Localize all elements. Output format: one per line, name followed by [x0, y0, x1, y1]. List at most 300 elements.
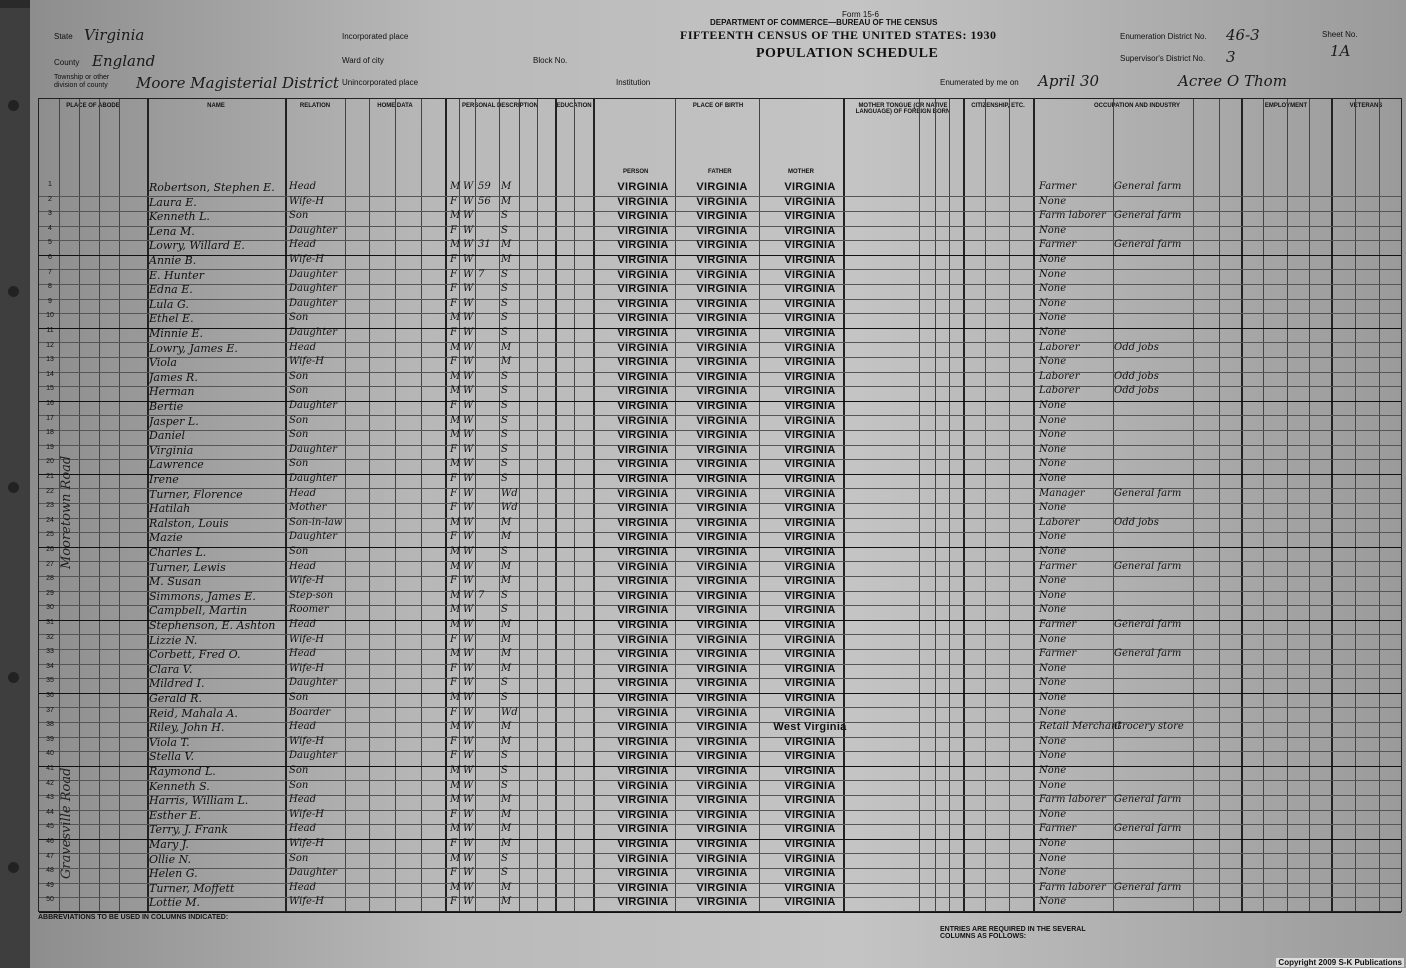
col-place-of-birth: PLACE OF BIRTH PERSON FATHER MOTHER — [593, 99, 844, 181]
person-name: Lowry, Willard E. — [149, 239, 245, 253]
sex: F — [450, 356, 457, 368]
occupation: Farm laborer — [1039, 881, 1106, 893]
industry: Odd jobs — [1114, 341, 1159, 353]
marital-status: M — [501, 735, 512, 747]
person-name: Corbett, Fred O. — [149, 648, 241, 662]
sex: F — [450, 400, 457, 411]
relation: Wife-H — [289, 254, 325, 265]
race: W — [463, 356, 474, 368]
birthplace-mother: VIRGINIA — [784, 560, 836, 573]
occupation: None — [1039, 531, 1067, 543]
line-number: 2 — [48, 195, 52, 203]
birthplace-father: VIRGINIA — [696, 779, 748, 792]
birthplace-mother: VIRGINIA — [784, 750, 836, 763]
birthplace-mother: VIRGINIA — [784, 458, 836, 471]
birthplace-person: VIRGINIA — [617, 633, 669, 646]
race: W — [463, 604, 474, 616]
occupation: None — [1039, 268, 1067, 280]
birthplace-father: VIRGINIA — [696, 531, 748, 544]
race: W — [463, 633, 474, 645]
industry — [1114, 809, 1192, 824]
line-number: 25 — [46, 531, 54, 539]
occupation: None — [1039, 283, 1067, 295]
occupation: None — [1039, 692, 1067, 703]
relation: Son — [289, 852, 309, 864]
industry — [1114, 634, 1192, 649]
sex: M — [450, 546, 461, 557]
sex: F — [450, 473, 457, 484]
relation: Daughter — [289, 750, 337, 762]
line-number: 26 — [46, 546, 54, 553]
sex: M — [450, 692, 461, 703]
sex: F — [450, 662, 457, 674]
relation: Head — [289, 181, 317, 192]
birthplace-mother: VIRGINIA — [784, 283, 836, 296]
copyright-notice: Copyright 2009 S-K Publications — [1278, 958, 1402, 967]
person-name: James R. — [149, 370, 198, 384]
sex: F — [450, 502, 457, 514]
birthplace-father: VIRGINIA — [696, 662, 748, 675]
birthplace-person: VIRGINIA — [617, 502, 669, 515]
occupation: None — [1039, 356, 1067, 368]
sex: F — [450, 677, 457, 689]
line-number: 14 — [46, 370, 54, 378]
age — [478, 312, 498, 327]
person-name: Virginia — [149, 443, 194, 457]
person-name: Laura E. — [149, 195, 197, 209]
relation: Step-son — [289, 589, 334, 601]
birthplace-person: VIRGINIA — [617, 181, 669, 193]
industry — [1114, 867, 1192, 882]
race: W — [463, 531, 474, 543]
race: W — [463, 896, 474, 908]
birthplace-person: VIRGINIA — [617, 327, 669, 339]
birthplace-father: VIRGINIA — [696, 458, 748, 471]
relation: Daughter — [289, 677, 337, 689]
birthplace-father: VIRGINIA — [696, 633, 748, 646]
age — [478, 896, 498, 911]
birth-mother-header: MOTHER — [788, 169, 814, 175]
industry — [1114, 283, 1192, 298]
industry — [1114, 736, 1192, 751]
marital-status: S — [501, 852, 508, 864]
line-number: 34 — [46, 662, 54, 670]
line-number: 40 — [46, 750, 54, 758]
line-number: 3 — [48, 210, 52, 218]
birthplace-mother: West Virginia — [773, 721, 847, 734]
birthplace-person: VIRGINIA — [617, 297, 669, 310]
sex: M — [450, 210, 461, 222]
enum-district-value: 46-3 — [1226, 26, 1260, 44]
form-number: Form 15-6 — [842, 10, 879, 19]
birthplace-mother: VIRGINIA — [784, 473, 836, 485]
industry — [1114, 677, 1192, 692]
line-number: 47 — [46, 852, 54, 860]
line-number: 21 — [46, 473, 54, 480]
birthplace-mother: VIRGINIA — [784, 502, 836, 515]
race: W — [463, 429, 474, 441]
industry — [1114, 429, 1192, 444]
age — [478, 736, 498, 751]
person-name: Kenneth L. — [149, 210, 210, 224]
sex: M — [450, 414, 461, 426]
line-number: 17 — [46, 414, 54, 422]
birthplace-mother: VIRGINIA — [784, 400, 836, 412]
birthplace-person: VIRGINIA — [617, 516, 669, 529]
age — [478, 663, 498, 678]
birthplace-mother: VIRGINIA — [784, 808, 836, 821]
age — [478, 692, 498, 707]
birthplace-person: VIRGINIA — [617, 677, 669, 690]
industry: Grocery store — [1114, 721, 1184, 733]
birthplace-father: VIRGINIA — [696, 195, 748, 208]
marital-status: Wd — [501, 487, 518, 499]
marital-status: S — [501, 210, 508, 222]
marital-status: S — [501, 400, 508, 411]
person-name: Lottie M. — [149, 896, 201, 910]
age — [478, 429, 498, 444]
line-number: 29 — [46, 589, 54, 597]
race: W — [463, 239, 474, 251]
industry — [1114, 575, 1192, 590]
birthplace-father: VIRGINIA — [696, 429, 748, 442]
birthplace-person: VIRGINIA — [617, 239, 669, 252]
line-number: 50 — [46, 896, 54, 904]
line-number: 33 — [46, 648, 54, 656]
occupation: None — [1039, 779, 1067, 791]
relation: Son — [289, 546, 309, 557]
relation: Daughter — [289, 400, 337, 411]
abbreviations-title: ABBREVIATIONS TO BE USED IN COLUMNS INDICATED: — [38, 914, 229, 921]
person-name: Edna E. — [149, 283, 193, 297]
birthplace-father: VIRGINIA — [696, 400, 748, 412]
relation: Daughter — [289, 531, 337, 543]
age — [478, 400, 498, 415]
age — [478, 561, 498, 576]
industry — [1114, 546, 1192, 561]
relation: Boarder — [289, 706, 331, 718]
birthplace-person: VIRGINIA — [617, 648, 669, 661]
relation: Daughter — [289, 867, 337, 879]
age — [478, 546, 498, 561]
birthplace-person: VIRGINIA — [617, 823, 669, 836]
occupation: None — [1039, 254, 1067, 265]
person-name: Campbell, Martin — [149, 604, 248, 618]
line-number: 10 — [46, 312, 54, 320]
birthplace-mother: VIRGINIA — [784, 341, 836, 354]
marital-status: M — [501, 721, 512, 733]
line-number: 16 — [46, 400, 54, 407]
relation: Wife-H — [289, 808, 325, 820]
sex: F — [450, 531, 457, 543]
race: W — [463, 648, 474, 660]
birthplace-person: VIRGINIA — [617, 443, 669, 456]
line-number: 4 — [48, 224, 52, 232]
birthplace-father: VIRGINIA — [696, 385, 748, 398]
age — [478, 634, 498, 649]
birthplace-mother: VIRGINIA — [784, 297, 836, 310]
marital-status: M — [501, 356, 512, 368]
state-label: State — [54, 32, 73, 41]
birthplace-father: VIRGINIA — [696, 210, 748, 223]
line-number: 44 — [46, 808, 54, 816]
birthplace-person: VIRGINIA — [617, 312, 669, 325]
race: W — [463, 823, 474, 835]
person-name: Kenneth S. — [149, 779, 210, 793]
marital-status: M — [501, 881, 512, 893]
birthplace-person: VIRGINIA — [617, 414, 669, 427]
industry: General farm — [1114, 619, 1182, 630]
enum-district-label: Enumeration District No. — [1120, 32, 1207, 41]
industry — [1114, 590, 1192, 605]
age — [478, 415, 498, 430]
industry — [1114, 780, 1192, 795]
line-number: 19 — [46, 443, 54, 451]
occupation: Farmer — [1039, 619, 1077, 630]
marital-status: S — [501, 283, 508, 295]
marital-status: M — [501, 575, 512, 587]
relation: Daughter — [289, 297, 337, 309]
age — [478, 677, 498, 692]
age — [478, 298, 498, 313]
age — [478, 853, 498, 868]
industry: General farm — [1114, 210, 1182, 222]
birthplace-person: VIRGINIA — [617, 210, 669, 223]
occupation: Manager — [1039, 487, 1085, 499]
punch-hole — [8, 862, 19, 873]
race: W — [463, 677, 474, 689]
sex: F — [450, 750, 457, 762]
line-number: 48 — [46, 867, 54, 875]
enumerator-name: Acree O Thom — [1178, 72, 1287, 90]
sex: M — [450, 721, 461, 733]
birth-father-header: FATHER — [708, 169, 732, 175]
occupation: Farmer — [1039, 648, 1077, 660]
relation: Wife-H — [289, 662, 325, 674]
marital-status: M — [501, 662, 512, 674]
sex: M — [450, 239, 461, 251]
person-name: E. Hunter — [149, 268, 204, 282]
person-name: Turner, Lewis — [149, 560, 226, 574]
line-number: 13 — [46, 356, 54, 364]
birthplace-father: VIRGINIA — [696, 370, 748, 383]
relation: Son — [289, 429, 309, 441]
birthplace-father: VIRGINIA — [696, 896, 748, 909]
race: W — [463, 838, 474, 849]
industry — [1114, 415, 1192, 430]
race: W — [463, 254, 474, 265]
relation: Son — [289, 779, 309, 791]
birthplace-person: VIRGINIA — [617, 224, 669, 237]
birthplace-father: VIRGINIA — [696, 546, 748, 558]
birthplace-person: VIRGINIA — [617, 195, 669, 208]
line-number: 12 — [46, 341, 54, 349]
occupation: Laborer — [1039, 341, 1080, 353]
occupation: None — [1039, 808, 1067, 820]
industry: General farm — [1114, 181, 1182, 192]
relation: Daughter — [289, 443, 337, 455]
occupation: None — [1039, 706, 1067, 718]
sex: M — [450, 823, 461, 835]
race: W — [463, 735, 474, 747]
industry: General farm — [1114, 560, 1182, 572]
race: W — [463, 385, 474, 397]
marital-status: M — [501, 633, 512, 645]
line-number: 38 — [46, 721, 54, 729]
race: W — [463, 297, 474, 309]
person-name: M. Susan — [149, 575, 202, 589]
occupation: None — [1039, 735, 1067, 747]
birthplace-person: VIRGINIA — [617, 487, 669, 500]
marital-status: S — [501, 458, 508, 470]
marital-status: M — [501, 648, 512, 660]
marital-status: S — [501, 297, 508, 309]
birthplace-mother: VIRGINIA — [784, 648, 836, 661]
age — [478, 458, 498, 473]
industry — [1114, 444, 1192, 459]
age — [478, 750, 498, 765]
race: W — [463, 575, 474, 587]
sex: F — [450, 808, 457, 820]
birthplace-person: VIRGINIA — [617, 794, 669, 807]
industry — [1114, 356, 1192, 371]
occupation: None — [1039, 546, 1067, 557]
marital-status: S — [501, 546, 508, 557]
birthplace-father: VIRGINIA — [696, 502, 748, 515]
age — [478, 648, 498, 663]
sex: F — [450, 268, 457, 280]
sex: M — [450, 619, 461, 630]
industry — [1114, 663, 1192, 678]
race: W — [463, 589, 474, 601]
birthplace-mother: VIRGINIA — [784, 896, 836, 909]
birthplace-father: VIRGINIA — [696, 487, 748, 500]
enumeration-date: April 30 — [1038, 72, 1100, 90]
birthplace-person: VIRGINIA — [617, 560, 669, 573]
relation: Son — [289, 210, 309, 222]
birthplace-mother: VIRGINIA — [784, 385, 836, 398]
footer — [30, 912, 1406, 962]
person-name: Mildred I. — [149, 677, 205, 691]
table-row — [39, 896, 1401, 912]
birth-person-header: PERSON — [623, 169, 649, 175]
relation: Daughter — [289, 224, 337, 236]
relation: Daughter — [289, 327, 337, 338]
sex: F — [450, 735, 457, 747]
race: W — [463, 721, 474, 733]
age — [478, 575, 498, 590]
occupation: Retail Merchant — [1039, 721, 1122, 733]
marital-status: S — [501, 443, 508, 455]
marital-status: M — [501, 808, 512, 820]
birthplace-mother: VIRGINIA — [784, 487, 836, 500]
birthplace-mother: VIRGINIA — [784, 575, 836, 588]
person-name: Daniel — [149, 429, 186, 443]
race: W — [463, 458, 474, 470]
marital-status: M — [501, 531, 512, 543]
age — [478, 531, 498, 546]
birthplace-person: VIRGINIA — [617, 765, 669, 777]
birthplace-mother: VIRGINIA — [784, 181, 836, 193]
birthplace-father: VIRGINIA — [696, 735, 748, 748]
race: W — [463, 400, 474, 411]
line-number: 24 — [46, 516, 54, 524]
department-line: DEPARTMENT OF COMMERCE—BUREAU OF THE CENSUS — [710, 18, 938, 27]
person-name: Ollie N. — [149, 852, 191, 866]
occupation: None — [1039, 443, 1067, 455]
race: W — [463, 210, 474, 222]
relation: Head — [289, 239, 317, 251]
line-number: 9 — [48, 297, 52, 305]
occupation: None — [1039, 224, 1067, 236]
birthplace-father: VIRGINIA — [696, 414, 748, 427]
unincorporated-label: Unincorporated place — [342, 78, 419, 87]
age: 31 — [478, 239, 491, 251]
sup-district-label: Supervisor's District No. — [1120, 54, 1206, 63]
race: W — [463, 765, 474, 776]
relation: Wife-H — [289, 735, 325, 747]
sex: F — [450, 443, 457, 455]
industry — [1114, 765, 1192, 780]
marital-status: S — [501, 604, 508, 616]
relation: Head — [289, 823, 317, 835]
industry — [1114, 400, 1192, 415]
relation: Daughter — [289, 473, 337, 484]
sex: F — [450, 297, 457, 309]
birthplace-mother: VIRGINIA — [784, 327, 836, 339]
occupation: Laborer — [1039, 385, 1080, 397]
age — [478, 385, 498, 400]
race: W — [463, 327, 474, 338]
race: W — [463, 224, 474, 236]
occupation: None — [1039, 473, 1067, 484]
birthplace-person: VIRGINIA — [617, 575, 669, 588]
industry: General farm — [1114, 881, 1182, 893]
person-name: Annie B. — [149, 254, 197, 267]
line-number: 31 — [46, 619, 54, 626]
occupation: None — [1039, 867, 1067, 879]
birthplace-person: VIRGINIA — [617, 896, 669, 909]
industry — [1114, 692, 1192, 707]
relation: Wife-H — [289, 356, 325, 368]
industry — [1114, 750, 1192, 765]
industry: General farm — [1114, 648, 1182, 660]
col-name: NAME — [147, 99, 286, 181]
line-number: 6 — [48, 254, 52, 261]
ward-label: Ward of city — [342, 56, 384, 65]
person-name: Clara V. — [149, 662, 193, 676]
birthplace-person: VIRGINIA — [617, 356, 669, 369]
race: W — [463, 181, 474, 192]
punch-hole — [8, 482, 19, 493]
birthplace-mother: VIRGINIA — [784, 516, 836, 529]
birthplace-father: VIRGINIA — [696, 181, 748, 193]
occupation: None — [1039, 677, 1067, 689]
line-number: 45 — [46, 823, 54, 831]
age — [478, 254, 498, 269]
birthplace-father: VIRGINIA — [696, 648, 748, 661]
occupation: None — [1039, 429, 1067, 441]
col-personal-description: PERSONAL DESCRIPTION — [445, 99, 556, 181]
birthplace-mother: VIRGINIA — [784, 662, 836, 675]
population-table — [38, 98, 1402, 912]
occupation: Laborer — [1039, 370, 1080, 382]
punch-hole — [8, 672, 19, 683]
col-veterans: VETERANS — [1349, 103, 1383, 109]
person-name: Reid, Mahala A. — [149, 706, 238, 720]
marital-status: S — [501, 429, 508, 441]
line-number: 1 — [48, 181, 52, 188]
